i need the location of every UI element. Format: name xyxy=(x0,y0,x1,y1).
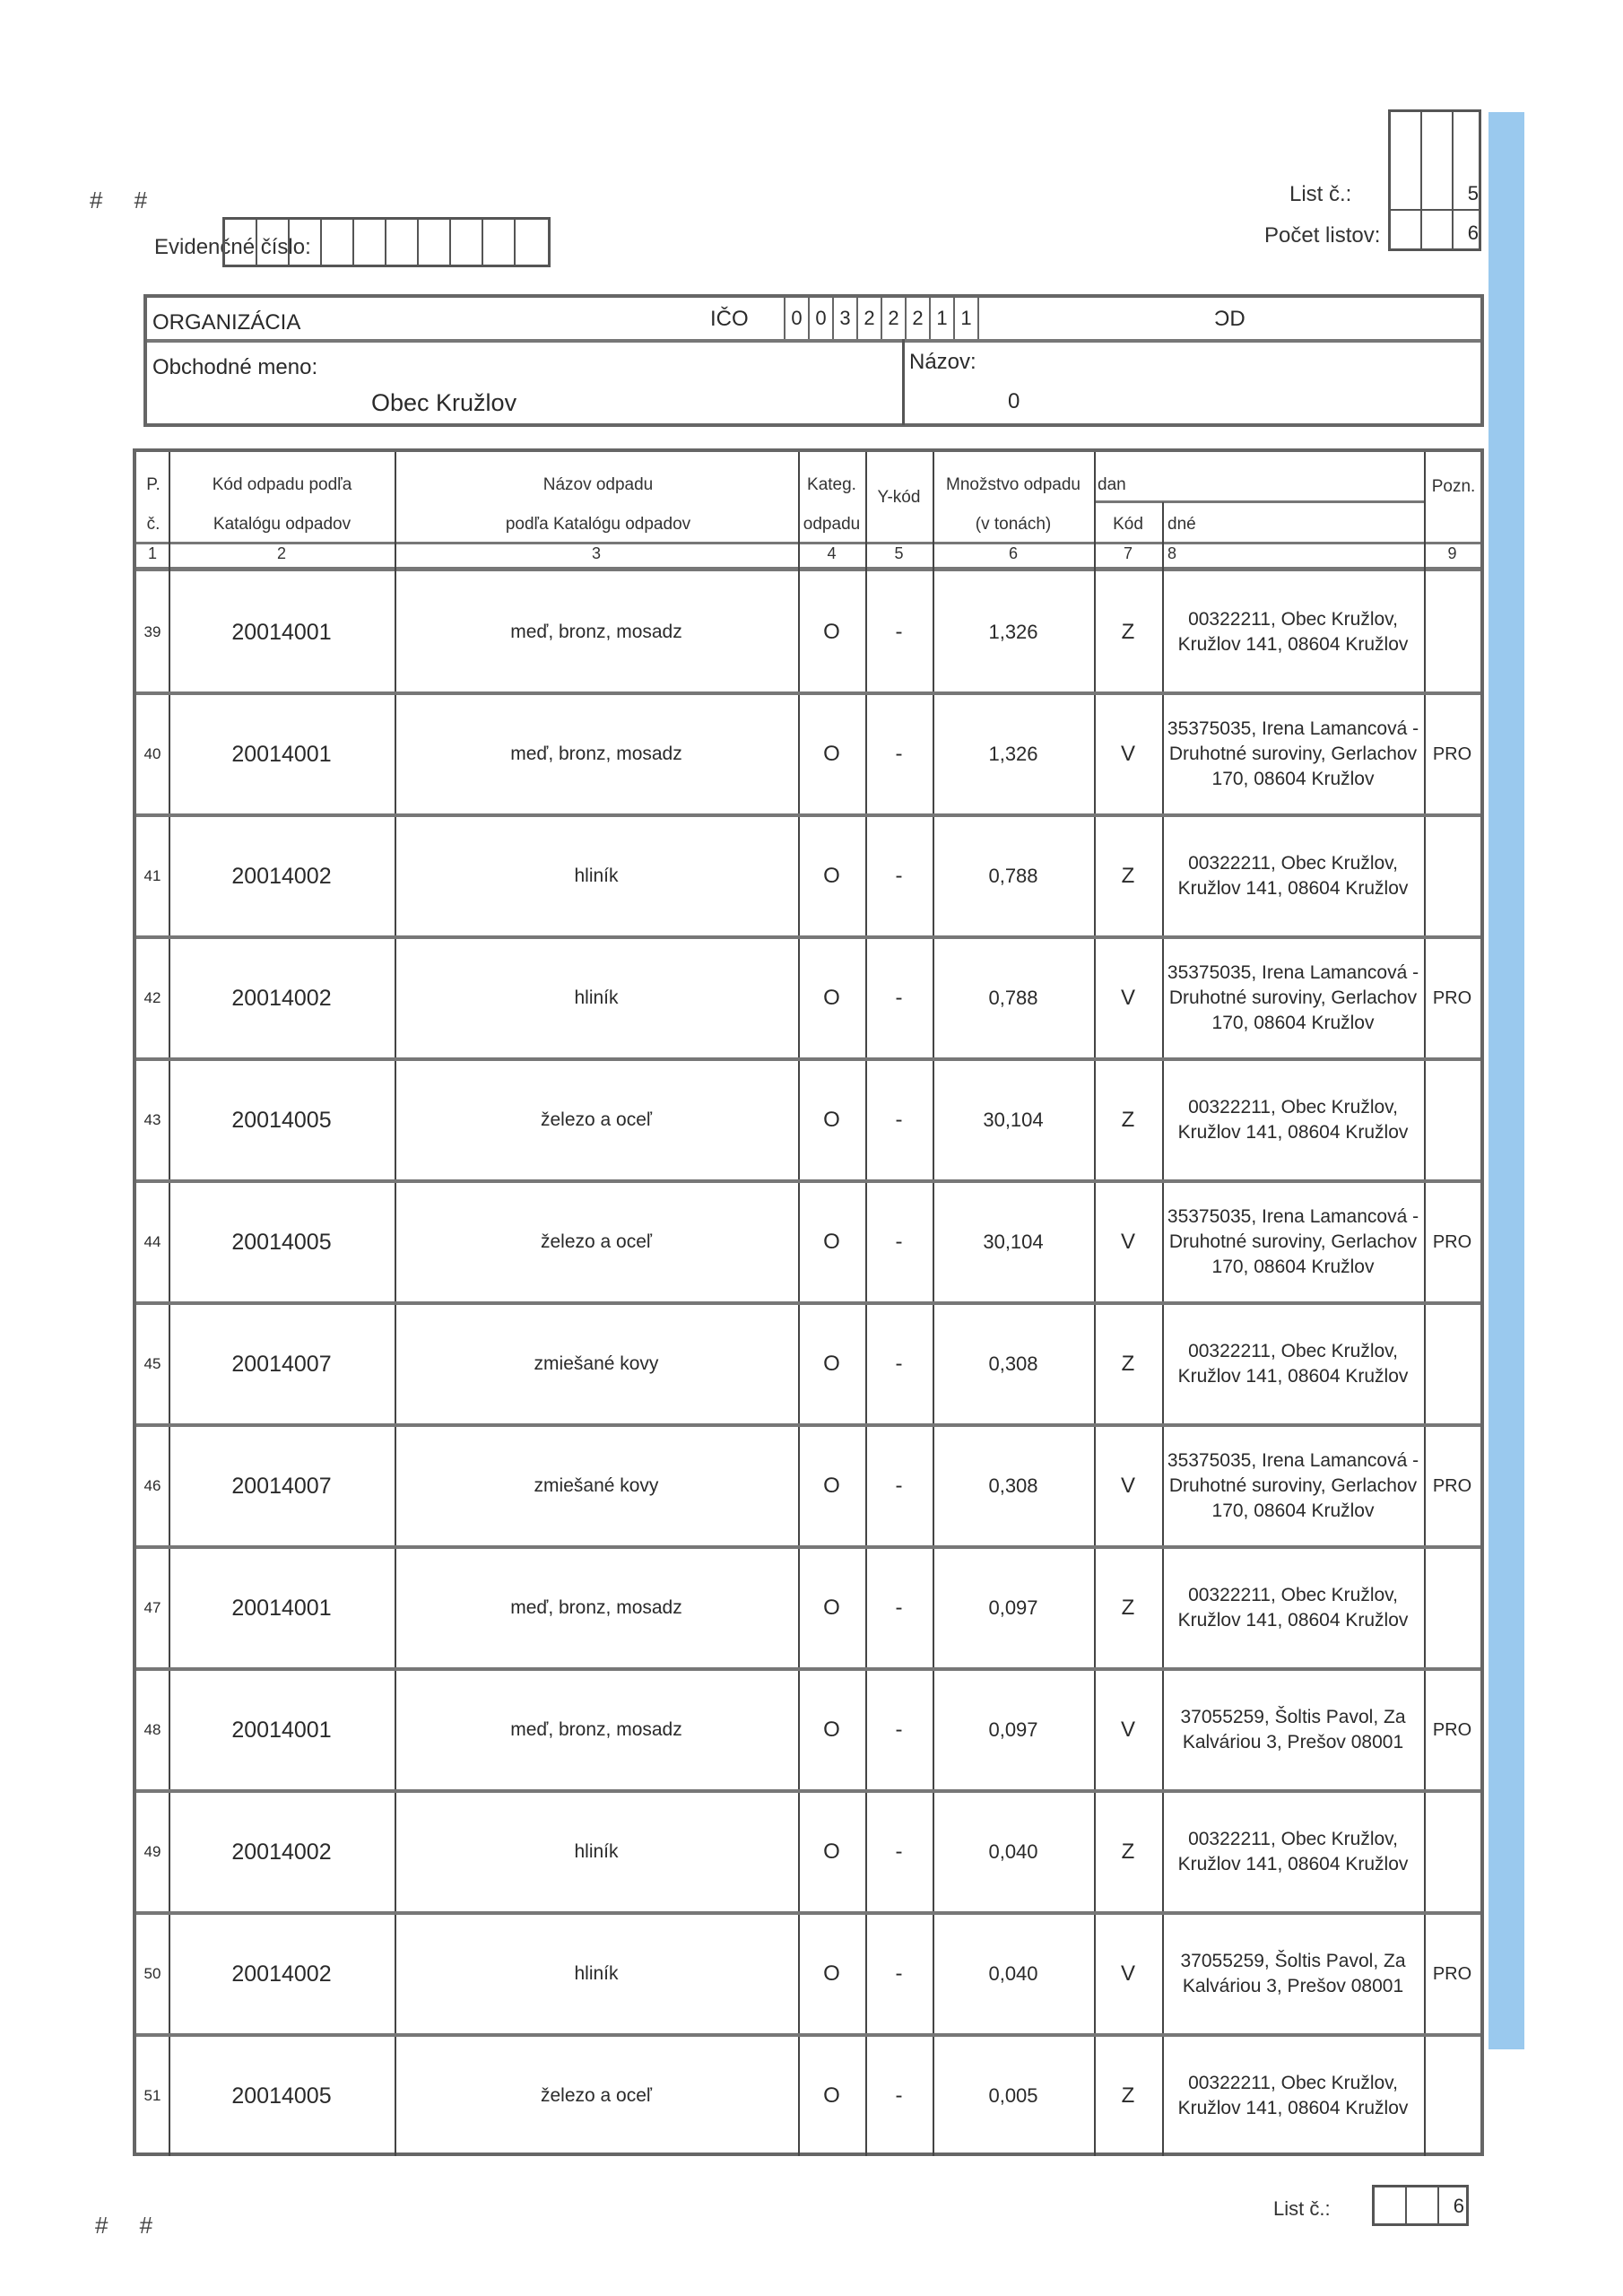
y-code: - xyxy=(895,1230,903,1254)
waste-category: O xyxy=(823,1718,840,1742)
row-number: 51 xyxy=(143,2087,161,2104)
organizacia-label: ORGANIZÁCIA xyxy=(152,310,301,335)
waste-name: hliník xyxy=(574,1841,619,1862)
waste-code: 20014002 xyxy=(231,1961,332,1987)
counterparty: 00322211, Obec Kružlov, Kružlov 141, 08604 Kružlov xyxy=(1177,1829,1409,1874)
waste-category: O xyxy=(823,1596,840,1620)
handling-code: Z xyxy=(1121,2083,1135,2108)
counterparty: 00322211, Obec Kružlov, Kružlov 141, 08604 Kružlov xyxy=(1177,2073,1409,2118)
handling-code: V xyxy=(1120,1718,1135,1742)
hash-marks: # # xyxy=(90,187,161,213)
row-divider xyxy=(136,1911,1480,1915)
header-ykod: Y-kód xyxy=(877,488,921,507)
ico-digit: 3 xyxy=(832,298,856,339)
waste-name: zmiešané kovy xyxy=(534,1475,659,1496)
header-divider xyxy=(136,542,1480,544)
header-pozn: Pozn. xyxy=(1431,477,1476,496)
evidencne-cislo-box[interactable] xyxy=(257,220,290,265)
waste-quantity: 0,788 xyxy=(988,865,1038,887)
waste-quantity: 0,005 xyxy=(988,2084,1038,2107)
table-row xyxy=(136,1181,1480,1303)
ico-label: IČO xyxy=(710,307,749,331)
counterparty: 35375035, Irena Lamancová - Druhotné suroviny, Gerlachov 170, 08604 Kružlov xyxy=(1167,962,1419,1033)
column-number: 2 xyxy=(276,544,286,562)
handling-code: Z xyxy=(1121,1352,1135,1376)
column-number: 3 xyxy=(591,544,601,562)
counterparty: 35375035, Irena Lamancová - Druhotné suroviny, Gerlachov 170, 08604 Kružlov xyxy=(1167,1206,1419,1277)
note: PRO xyxy=(1432,1231,1472,1252)
waste-name: železo a oceľ xyxy=(540,1109,653,1130)
nazov-value: 0 xyxy=(1008,389,1020,413)
counterparty: 37055259, Šoltis Pavol, Za Kalváriou 3, Prešov 08001 xyxy=(1180,1951,1406,1996)
evidencne-cislo-box[interactable] xyxy=(290,220,322,265)
handling-code: V xyxy=(1120,742,1135,766)
waste-category: O xyxy=(823,1108,840,1132)
ico-digit: 2 xyxy=(905,298,929,339)
header-dne: dné xyxy=(1167,515,1196,534)
organization-block xyxy=(143,294,1484,427)
list-label: List č.: xyxy=(1289,182,1352,206)
counterparty: 00322211, Obec Kružlov, Kružlov 141, 08604 Kružlov xyxy=(1177,853,1409,899)
waste-table xyxy=(133,448,1484,2156)
note xyxy=(1424,1791,1480,1913)
handling-code: V xyxy=(1120,1961,1135,1986)
counterparty: 37055259, Šoltis Pavol, Za Kalváriou 3, Prešov 08001 xyxy=(1180,1707,1406,1752)
waste-quantity: 0,097 xyxy=(988,1596,1038,1619)
y-code: - xyxy=(895,864,903,888)
row-divider xyxy=(136,935,1480,939)
waste-category: O xyxy=(823,620,840,644)
table-row xyxy=(136,1303,1480,1425)
waste-category: O xyxy=(823,986,840,1010)
header-kod7: Kód xyxy=(1113,515,1143,534)
waste-quantity: 0,788 xyxy=(988,987,1038,1009)
y-code: - xyxy=(895,1718,903,1742)
column-number: 5 xyxy=(894,544,904,562)
row-number: 48 xyxy=(143,1721,161,1738)
note: PRO xyxy=(1432,987,1472,1008)
evidencne-cislo-boxes[interactable] xyxy=(222,217,551,267)
waste-code: 20014007 xyxy=(231,1351,332,1377)
counterparty: 00322211, Obec Kružlov, Kružlov 141, 08604 Kružlov xyxy=(1177,1097,1409,1143)
waste-code: 20014002 xyxy=(231,1839,332,1865)
note: PRO xyxy=(1432,744,1472,764)
handling-code: Z xyxy=(1121,620,1135,644)
row-divider xyxy=(136,1301,1480,1305)
row-number: 46 xyxy=(143,1477,161,1494)
header-dan: dan xyxy=(1098,475,1126,494)
waste-category: O xyxy=(823,742,840,766)
counterparty: 35375035, Irena Lamancová - Druhotné suroviny, Gerlachov 170, 08604 Kružlov xyxy=(1167,718,1419,789)
waste-name: hliník xyxy=(574,987,619,1008)
evidencne-cislo-box[interactable] xyxy=(354,220,386,265)
row-divider xyxy=(136,1667,1480,1671)
header-pc-2: č. xyxy=(146,515,161,534)
row-divider xyxy=(136,691,1480,695)
organization-divider xyxy=(902,339,905,425)
list-number-box xyxy=(1388,109,1481,251)
row-number: 43 xyxy=(143,1111,161,1128)
waste-quantity: 1,326 xyxy=(988,621,1038,643)
evidencne-cislo-box[interactable] xyxy=(516,220,548,265)
counterparty: 35375035, Irena Lamancová - Druhotné suroviny, Gerlachov 170, 08604 Kružlov xyxy=(1167,1450,1419,1521)
blue-margin-strip xyxy=(1488,112,1524,2049)
handling-code: Z xyxy=(1121,864,1135,888)
waste-code: 20014007 xyxy=(231,1473,332,1499)
list-value: 5 xyxy=(1467,182,1479,204)
waste-code: 20014001 xyxy=(231,741,332,767)
waste-category: O xyxy=(823,2083,840,2108)
row-number: 49 xyxy=(143,1843,161,1860)
row-divider xyxy=(136,1789,1480,1793)
ico-digit: 0 xyxy=(808,298,832,339)
handling-code: V xyxy=(1120,986,1135,1010)
waste-quantity: 0,308 xyxy=(988,1474,1038,1497)
evidencne-cislo-box[interactable] xyxy=(225,220,257,265)
footer-list-label: List č.: xyxy=(1273,2197,1331,2220)
waste-quantity: 30,104 xyxy=(983,1231,1044,1253)
header-kod-1: Kód odpadu podľa xyxy=(212,475,352,494)
waste-code: 20014001 xyxy=(231,1595,332,1621)
table-row xyxy=(136,815,1480,937)
y-code: - xyxy=(895,2083,903,2108)
note: PRO xyxy=(1432,1719,1472,1740)
handling-code: Z xyxy=(1121,1839,1135,1864)
waste-quantity: 0,308 xyxy=(988,1352,1038,1375)
note xyxy=(1424,2035,1480,2157)
waste-name: meď, bronz, mosadz xyxy=(510,622,682,642)
waste-quantity: 0,040 xyxy=(988,1962,1038,1985)
waste-name: meď, bronz, mosadz xyxy=(510,744,682,764)
waste-code: 20014002 xyxy=(231,985,332,1011)
row-number: 44 xyxy=(143,1233,161,1250)
waste-category: O xyxy=(823,864,840,888)
column-number: 1 xyxy=(147,544,157,562)
waste-quantity: 0,097 xyxy=(988,1718,1038,1741)
header-kateg-1: Kateg. xyxy=(807,475,856,494)
y-code: - xyxy=(895,1961,903,1986)
waste-code: 20014005 xyxy=(231,1229,332,1255)
pocet-listov-value: 6 xyxy=(1467,222,1479,244)
y-code: - xyxy=(895,1596,903,1620)
row-divider xyxy=(136,1179,1480,1183)
waste-category: O xyxy=(823,1839,840,1864)
handling-code: V xyxy=(1120,1474,1135,1498)
waste-name: hliník xyxy=(574,865,619,886)
note xyxy=(1424,1303,1480,1425)
table-row xyxy=(136,1547,1480,1669)
y-code: - xyxy=(895,1474,903,1498)
waste-name: meď, bronz, mosadz xyxy=(510,1597,682,1618)
y-code: - xyxy=(895,986,903,1010)
note: PRO xyxy=(1432,1475,1472,1496)
waste-name: železo a oceľ xyxy=(540,1231,653,1252)
evidencne-cislo-box[interactable] xyxy=(483,220,516,265)
table-row xyxy=(136,571,1480,693)
table-row xyxy=(136,2035,1480,2157)
waste-category: O xyxy=(823,1961,840,1986)
ico-digit: 0 xyxy=(784,298,808,339)
row-number: 41 xyxy=(143,867,161,884)
evidencne-cislo-box[interactable] xyxy=(322,220,354,265)
row-number: 39 xyxy=(143,623,161,640)
column-number: 6 xyxy=(1008,544,1018,562)
column-number: 7 xyxy=(1123,544,1133,562)
evidencne-cislo-label: Evidenčné číslo: xyxy=(154,235,311,259)
header-mnozstvo-1: Množstvo odpadu xyxy=(946,475,1081,494)
note xyxy=(1424,815,1480,937)
table-row xyxy=(136,937,1480,1059)
note: PRO xyxy=(1432,1963,1472,1984)
ico-digit: 1 xyxy=(953,298,979,339)
row-divider xyxy=(136,1545,1480,1549)
counterparty: 00322211, Obec Kružlov, Kružlov 141, 08604 Kružlov xyxy=(1177,1585,1409,1631)
column-number: 8 xyxy=(1167,544,1177,562)
column-divider xyxy=(1162,502,1164,2156)
row-number: 50 xyxy=(143,1965,161,1982)
note xyxy=(1424,1547,1480,1669)
counterparty: 00322211, Obec Kružlov, Kružlov 141, 08604 Kružlov xyxy=(1177,1341,1409,1387)
row-divider xyxy=(136,1423,1480,1427)
y-code: - xyxy=(895,742,903,766)
obchodne-meno-value: Obec Kružlov xyxy=(371,389,517,416)
waste-quantity: 30,104 xyxy=(983,1109,1044,1131)
ico-digit: 2 xyxy=(856,298,881,339)
waste-name: hliník xyxy=(574,1963,619,1984)
y-code: - xyxy=(895,620,903,644)
row-divider xyxy=(136,813,1480,817)
header-kod-2: Katalógu odpadov xyxy=(213,515,352,534)
row-number: 45 xyxy=(143,1355,161,1372)
waste-code: 20014005 xyxy=(231,2083,332,2109)
table-row xyxy=(136,1791,1480,1913)
waste-category: O xyxy=(823,1230,840,1254)
waste-quantity: 1,326 xyxy=(988,743,1038,765)
handling-code: V xyxy=(1120,1230,1135,1254)
footer-list-value: 6 xyxy=(1453,2195,1464,2217)
waste-code: 20014001 xyxy=(231,1717,332,1743)
organization-header-row xyxy=(147,298,1480,343)
waste-quantity: 0,040 xyxy=(988,1840,1038,1863)
header-mnozstvo-2: (v tonách) xyxy=(975,515,1052,534)
note xyxy=(1424,1059,1480,1181)
column-number: 4 xyxy=(827,544,837,562)
table-row xyxy=(136,1913,1480,2035)
nazov-label: Názov: xyxy=(909,350,976,374)
header-pc-1: P. xyxy=(146,475,161,494)
handling-code: Z xyxy=(1121,1596,1135,1620)
y-code: - xyxy=(895,1108,903,1132)
waste-code: 20014005 xyxy=(231,1107,332,1133)
obchodne-meno-label: Obchodné meno: xyxy=(152,355,318,379)
ico-digit: 2 xyxy=(881,298,905,339)
waste-code: 20014001 xyxy=(231,619,332,645)
y-code: - xyxy=(895,1352,903,1376)
waste-category: O xyxy=(823,1352,840,1376)
table-row xyxy=(136,1425,1480,1547)
handling-code: Z xyxy=(1121,1108,1135,1132)
footer-list-box xyxy=(1372,2185,1469,2226)
y-code: - xyxy=(895,1839,903,1864)
evidencne-cislo-box[interactable] xyxy=(451,220,483,265)
row-number: 42 xyxy=(143,989,161,1006)
waste-code: 20014002 xyxy=(231,863,332,889)
table-row xyxy=(136,1669,1480,1791)
counterparty: 00322211, Obec Kružlov, Kružlov 141, 08604 Kružlov xyxy=(1177,609,1409,655)
waste-name: zmiešané kovy xyxy=(534,1353,659,1374)
header-nazov-2: podľa Katalógu odpadov xyxy=(505,515,691,534)
ico-digit: 1 xyxy=(929,298,953,339)
row-number: 40 xyxy=(143,745,161,762)
header-dan-underline xyxy=(1094,500,1424,503)
od-label: ƆD xyxy=(1214,307,1245,331)
table-row xyxy=(136,1059,1480,1181)
footer-hash-marks: # # xyxy=(95,2212,166,2239)
pocet-listov-label: Počet listov: xyxy=(1264,223,1381,248)
ico-digits xyxy=(784,298,979,339)
row-divider xyxy=(136,1057,1480,1061)
column-number: 9 xyxy=(1447,544,1457,562)
waste-name: železo a oceľ xyxy=(540,2085,653,2106)
evidencne-cislo-box[interactable] xyxy=(386,220,419,265)
header-nazov-1: Názov odpadu xyxy=(542,475,654,494)
table-row xyxy=(136,693,1480,815)
evidencne-cislo-box[interactable] xyxy=(419,220,451,265)
waste-category: O xyxy=(823,1474,840,1498)
waste-name: meď, bronz, mosadz xyxy=(510,1719,682,1740)
note xyxy=(1424,571,1480,693)
row-divider xyxy=(136,2033,1480,2037)
header-kateg-2: odpadu xyxy=(803,515,861,534)
row-number: 47 xyxy=(143,1599,161,1616)
